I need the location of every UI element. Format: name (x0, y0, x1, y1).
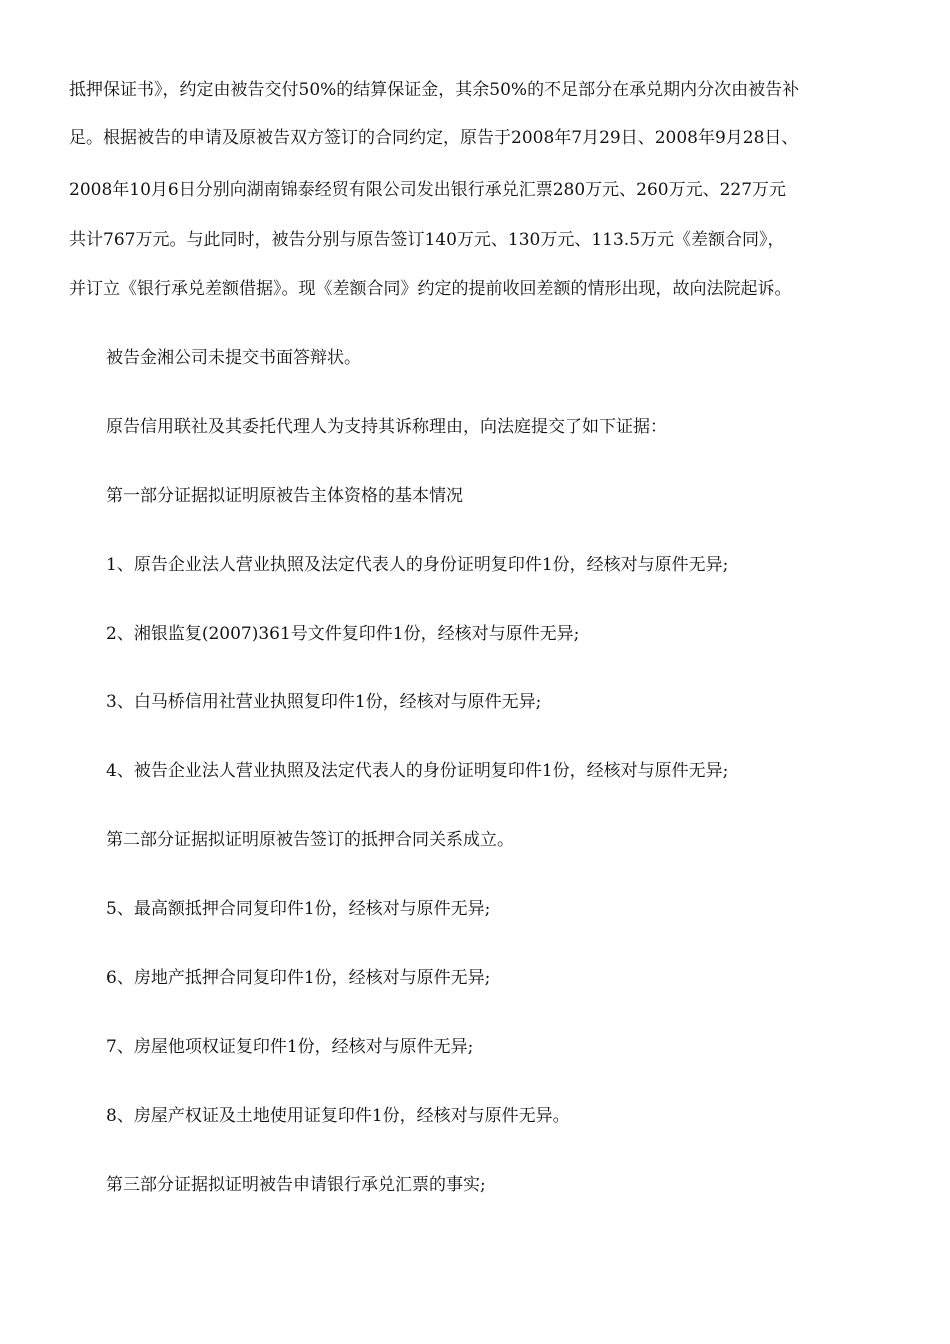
evidence-item-8: 8、房屋产权证及土地使用证复印件1份，经核对与原件无异。 (106, 1106, 570, 1126)
paragraph-line-1: 抵押保证书》，约定由被告交付50%的结算保证金，其余50%的不足部分在承兑期内分次由被告补 (69, 80, 800, 100)
evidence-intro: 原告信用联社及其委托代理人为支持其诉称理由，向法庭提交了如下证据： (106, 417, 667, 437)
evidence-item-6: 6、房地产抵押合同复印件1份，经核对与原件无异; (106, 968, 491, 988)
paragraph-line-3: 2008年10月6日分别向湖南锦泰经贸有限公司发出银行承兑汇票280万元、260万元、227万元 (69, 180, 787, 200)
paragraph-line-2: 足。根据被告的申请及原被告双方签订的合同约定，原告于2008年7月29日、2008年9月28日、 (69, 128, 799, 148)
defendant-statement: 被告金湘公司未提交书面答辩状。 (106, 348, 361, 368)
evidence-item-3: 3、白马桥信用社营业执照复印件1份，经核对与原件无异; (106, 692, 542, 712)
paragraph-line-5: 并订立《银行承兑差额借据》。现《差额合同》约定的提前收回差额的情形出现，故向法院起诉。 (69, 279, 792, 299)
evidence-part3-heading: 第三部分证据拟证明被告申请银行承兑汇票的事实; (106, 1175, 486, 1195)
evidence-part1-heading: 第一部分证据拟证明原被告主体资格的基本情况 (106, 486, 463, 506)
evidence-item-5: 5、最高额抵押合同复印件1份，经核对与原件无异; (106, 899, 491, 919)
evidence-item-7: 7、房屋他项权证复印件1份，经核对与原件无异; (106, 1037, 474, 1057)
evidence-item-4: 4、被告企业法人营业执照及法定代表人的身份证明复印件1份，经核对与原件无异; (106, 761, 729, 781)
evidence-item-1: 1、原告企业法人营业执照及法定代表人的身份证明复印件1份，经核对与原件无异; (106, 555, 729, 575)
evidence-item-2: 2、湘银监复(2007)361号文件复印件1份，经核对与原件无异; (106, 624, 580, 644)
paragraph-line-4: 共计767万元。与此同时，被告分别与原告签订140万元、130万元、113.5万元《差额合同》， (69, 230, 785, 250)
evidence-part2-heading: 第二部分证据拟证明原被告签订的抵押合同关系成立。 (106, 830, 514, 850)
